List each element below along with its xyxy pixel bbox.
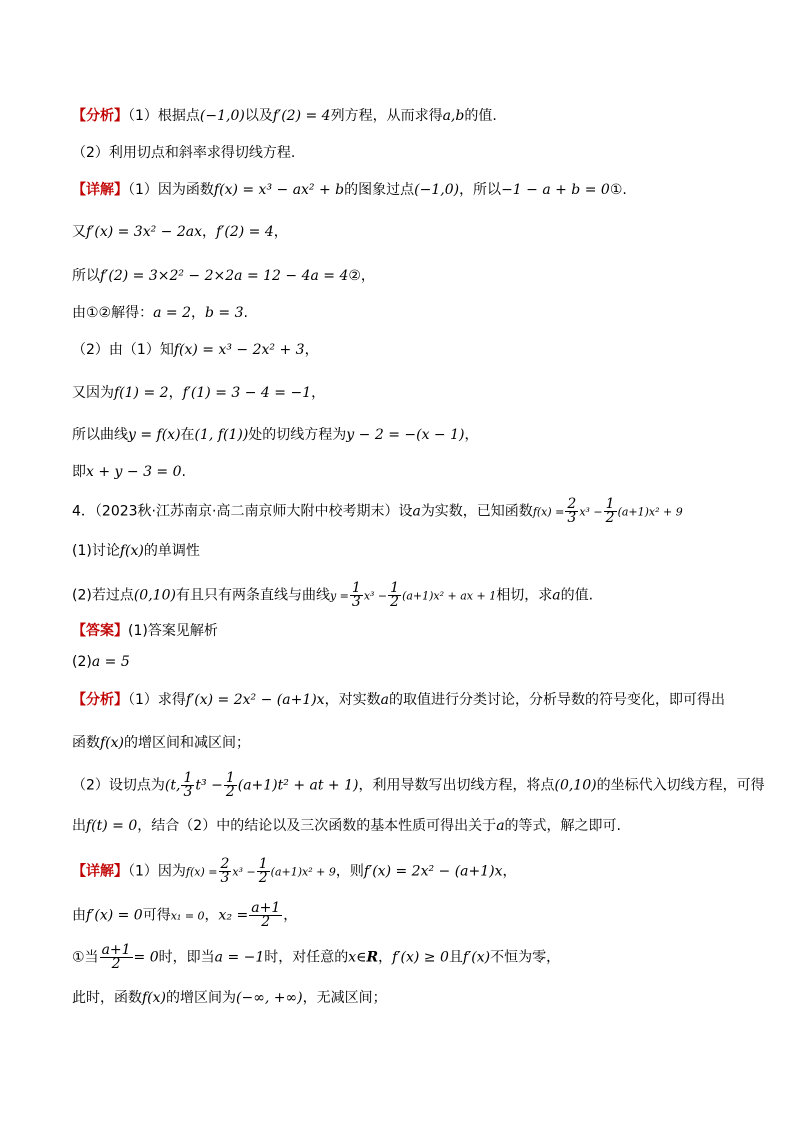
text: 的图象过点 (344, 182, 415, 198)
math: y − 2 = −(x − 1) (346, 427, 465, 443)
numerator: 1 (351, 580, 361, 596)
math: f′(1) = 3 − 4 = −1 (182, 385, 312, 401)
detail2-line-2 (72, 902, 297, 929)
text: 即 (72, 464, 86, 480)
analysis-tag: 【分析】 (72, 692, 128, 708)
text: 由 (72, 907, 86, 924)
math: a = 5 (91, 654, 130, 670)
text: ①当 (72, 949, 99, 966)
denominator: 3 (351, 594, 361, 610)
text: (1)答案见解析 (128, 623, 218, 639)
fraction (224, 772, 237, 799)
text: ①. (609, 182, 627, 198)
text: ， (204, 907, 219, 924)
math: f′(2) = 3×2² − 2×2a = 12 − 4a = 4 (100, 268, 349, 284)
math: f′(x) = 3x² − 2ax (86, 224, 203, 240)
text: 有且只有两条直线与曲线 (175, 587, 330, 604)
text: . (243, 305, 248, 321)
analysis2-line-4 (72, 816, 621, 836)
numerator: 1 (183, 770, 193, 786)
denominator: 2 (390, 594, 400, 610)
text: ， (202, 224, 217, 240)
text: ，则 (335, 863, 364, 880)
math: x + y − 3 = 0 (86, 464, 182, 480)
answer-line-2 (72, 652, 130, 672)
math: f′(x) = 0 (86, 907, 143, 924)
text: ，所以 (459, 182, 502, 198)
math: f′(x) ≥ 0 (392, 949, 449, 966)
math: x³ − (579, 505, 603, 519)
math: x∈ (348, 949, 367, 966)
text: ， (273, 224, 288, 240)
detail-line-4 (72, 303, 248, 323)
math: (−1,0) (414, 182, 460, 198)
math: (1, f(1)) (194, 427, 249, 443)
math: f(x) (142, 990, 167, 1006)
math: a (552, 587, 561, 604)
text: 在 (180, 427, 195, 443)
math: (0,10) (554, 777, 597, 794)
math: t³ − (195, 777, 223, 794)
numerator: a+1 (251, 900, 281, 916)
math: f′(2) = 4 (216, 224, 274, 240)
text: （2）利用切点和斜率求得切线方程. (72, 145, 296, 161)
detail-line-6 (72, 383, 325, 403)
math: y = (329, 589, 349, 603)
text: （2）设切点为 (72, 777, 165, 794)
math: a = −1 (214, 949, 265, 966)
math: x³ − (232, 865, 256, 879)
text: 所以 (72, 268, 100, 284)
question-source: （2023秋·江苏南京·高二南京师大附中校考期末）设 (94, 503, 413, 520)
math: x₁ = 0 (170, 909, 205, 923)
math: a = 2 (153, 305, 191, 321)
fraction (388, 582, 401, 609)
denominator: 2 (111, 956, 121, 972)
analysis2-line-1 (72, 690, 725, 710)
text: 所以曲线 (72, 427, 128, 443)
math: f′(x) = 2x² − (a+1)x (185, 692, 325, 708)
text: ， (311, 385, 326, 401)
fraction (257, 858, 270, 885)
text: （2）由（1）知 (72, 342, 174, 358)
text: ， (502, 863, 517, 880)
denominator: 2 (258, 870, 268, 886)
analysis2-line-2 (72, 733, 250, 753)
text: 可得 (142, 907, 171, 924)
text: （1）因为函数 (128, 182, 214, 198)
text: 的单调性 (143, 543, 200, 559)
math: (a+1)x² + 9 (270, 865, 336, 879)
detail-line-8 (72, 462, 186, 482)
math: f′(2) = 4 (272, 108, 331, 124)
math: f(x) = (532, 505, 565, 519)
text: ，结合（2）中的结论以及三次函数的基本性质可得出关于 (137, 818, 497, 834)
text: 又 (72, 224, 86, 240)
math: f(x) = x³ − 2x² + 3 (173, 342, 305, 358)
text: 处的切线方程为 (248, 427, 347, 443)
math: f′(x) = 2x² − (a+1)x (363, 863, 503, 880)
fraction (565, 498, 578, 525)
math: f′(x) (462, 949, 491, 966)
fraction (219, 858, 232, 885)
denominator: 3 (220, 870, 230, 886)
text: (2)若过点 (72, 587, 134, 604)
math: b = 3 (205, 305, 244, 321)
text: 相切，求 (496, 587, 553, 604)
text: (1)讨论 (72, 543, 120, 559)
text: 的值. (560, 587, 594, 604)
text: 时，即当 (158, 949, 215, 966)
math: f(x) = x³ − ax² + b (213, 182, 345, 198)
text: ，对实数 (324, 692, 381, 708)
detail2-line-4 (72, 988, 387, 1008)
numerator: 2 (567, 496, 577, 512)
math: (a+1)t² + at + 1) (237, 777, 359, 794)
math: a (412, 503, 421, 520)
question-4-part-2 (72, 582, 593, 609)
math: (a+1)x² + 9 (617, 505, 683, 519)
detail-line-1 (72, 180, 627, 200)
text: ， (378, 949, 393, 966)
text: ②， (348, 268, 375, 284)
denominator: 2 (261, 914, 271, 930)
detail-line-2 (72, 222, 288, 242)
math: f(x) (100, 735, 125, 751)
text: （1）求得 (128, 692, 186, 708)
text: 不恒为零， (490, 949, 561, 966)
math: x₂ = (218, 907, 249, 924)
fraction (604, 498, 617, 525)
math: y = f(x) (128, 427, 181, 443)
text: （1）根据点 (128, 108, 200, 124)
text: 时，对任意的 (264, 949, 349, 966)
text: 出 (72, 818, 86, 834)
text: 又因为 (72, 385, 114, 401)
numerator: 1 (258, 856, 268, 872)
answer-tag: 【答案】 (72, 623, 128, 639)
analysis-line-2 (72, 143, 295, 163)
text: 以及 (244, 108, 273, 124)
text: ， (191, 305, 205, 321)
text: . (181, 464, 186, 480)
numerator: 1 (225, 770, 235, 786)
text: 由①②解得： (72, 305, 154, 321)
detail-tag: 【详解】 (72, 182, 128, 198)
math: −1 − a + b = 0 (501, 182, 610, 198)
math: f(x) (119, 543, 144, 559)
fraction (181, 772, 194, 799)
math: a (496, 818, 505, 834)
math: a,b (442, 108, 465, 124)
text: 列方程，从而求得 (330, 108, 443, 124)
math: f(x) = (185, 865, 218, 879)
text: 的增区间为 (166, 990, 237, 1006)
math: x³ − (363, 589, 388, 603)
text: 的等式，解之即可. (504, 818, 621, 834)
fraction (249, 902, 282, 929)
analysis2-line-3 (72, 772, 765, 799)
text: 的值. (464, 108, 497, 124)
denominator: 3 (183, 784, 193, 800)
question-4 (72, 498, 683, 525)
numerator: 1 (605, 496, 615, 512)
question-4-part-1 (72, 541, 200, 561)
fraction (100, 944, 133, 971)
text: (2) (72, 654, 92, 670)
detail-line-3 (72, 266, 375, 286)
text: ， (304, 342, 319, 358)
math: (−∞, +∞) (236, 990, 303, 1006)
text: ，无减区间； (302, 990, 387, 1006)
denominator: 2 (605, 510, 615, 526)
answer-line-1 (72, 621, 218, 641)
math: = 0 (133, 949, 159, 966)
numerator: 1 (390, 580, 400, 596)
math: f(t) = 0 (86, 818, 138, 834)
fraction (350, 582, 363, 609)
detail-line-7 (72, 425, 478, 445)
question-number: 4． (72, 503, 95, 520)
denominator: 2 (225, 784, 235, 800)
math: (−1,0) (199, 108, 245, 124)
text: 此时，函数 (72, 990, 142, 1006)
text: ， (464, 427, 479, 443)
denominator: 3 (567, 510, 577, 526)
math-reals: R (366, 949, 379, 966)
numerator: a+1 (101, 942, 131, 958)
text: （1）因为 (128, 863, 186, 880)
analysis-line-1 (72, 106, 497, 126)
detail2-line-1 (72, 858, 517, 885)
text: ，利用导数写出切线方程，将点 (358, 777, 555, 794)
math: (t, (164, 777, 181, 794)
math: (0,10) (133, 587, 176, 604)
text: 的增区间和减区间； (124, 735, 251, 751)
text: 函数 (72, 735, 100, 751)
numerator: 2 (220, 856, 230, 872)
text: 为实数，已知函数 (420, 503, 533, 520)
text: 的取值进行分类讨论，分析导数的符号变化，即可得出 (388, 692, 725, 708)
math: a (380, 692, 389, 708)
analysis-tag: 【分析】 (72, 108, 128, 124)
detail-tag: 【详解】 (72, 863, 128, 880)
detail2-line-3 (72, 944, 560, 971)
text: 的坐标代入切线方程，可得 (596, 777, 765, 794)
detail-line-5 (72, 340, 319, 360)
text: ， (283, 907, 298, 924)
text: ， (168, 385, 183, 401)
math: f(1) = 2 (114, 385, 169, 401)
math: (a+1)x² + ax + 1 (402, 589, 497, 603)
text: 且 (448, 949, 463, 966)
